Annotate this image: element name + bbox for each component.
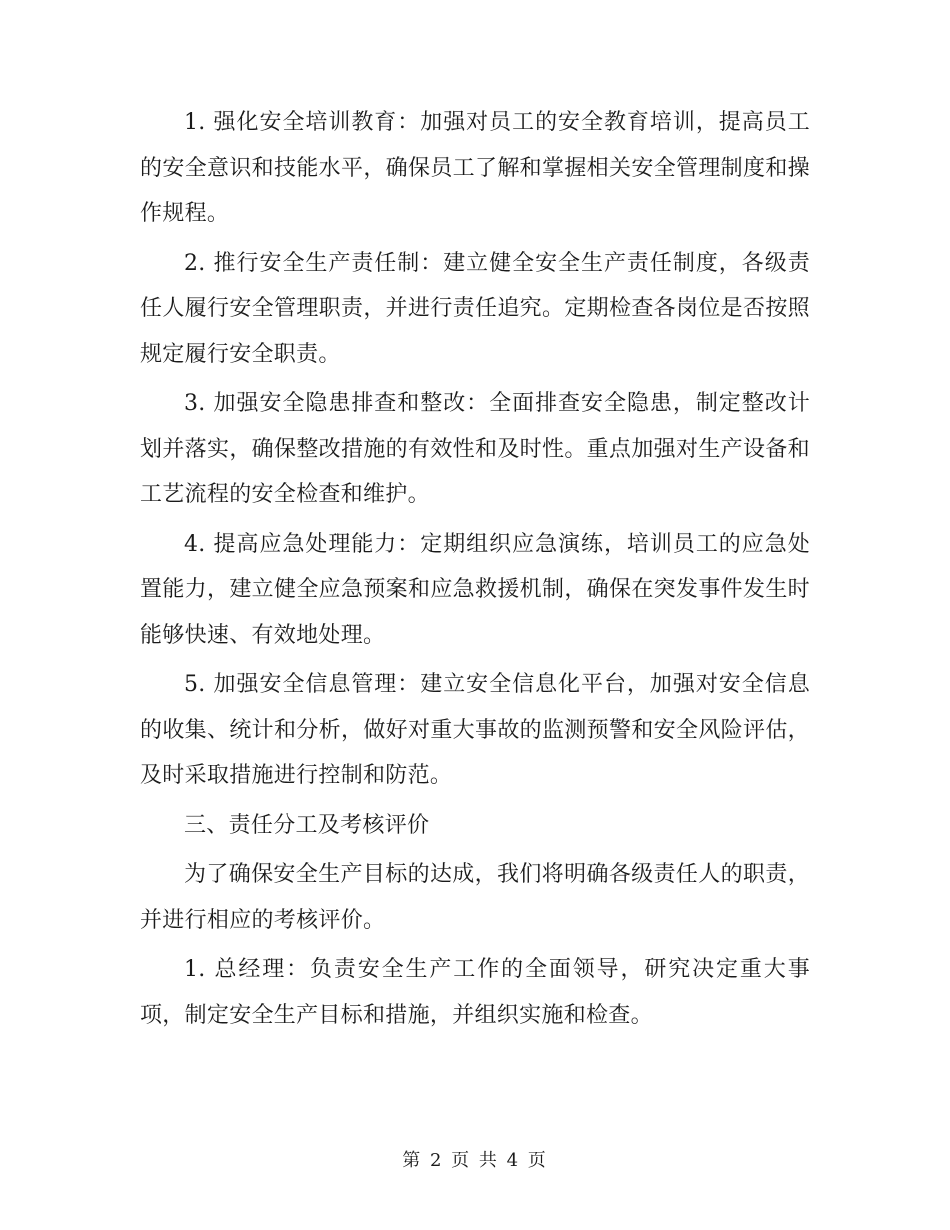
- paragraph-training: 1. 强化安全培训教育：加强对员工的安全教育培训，提高员工的安全意识和技能水平，确保员工了解和掌握相关安全管理制度和操作规程。: [140, 110, 810, 226]
- page-number-footer: 第 2 页 共 4 页: [402, 1150, 548, 1171]
- paragraph-emergency-response: 4. 提高应急处理能力：定期组织应急演练，培训员工的应急处置能力，建立健全应急预案和应急救援机制，确保在突发事件发生时能够快速、有效地处理。: [140, 531, 810, 648]
- paragraph-general-manager: 1. 总经理：负责安全生产工作的全面领导，研究决定重大事项，制定安全生产目标和措施，并组织实施和检查。: [140, 957, 810, 1028]
- paragraph-responsibility-system: 2. 推行安全生产责任制：建立健全安全生产责任制度，各级责任人履行安全管理职责，并进行责任追究。定期检查各岗位是否按照规定履行安全职责。: [140, 250, 810, 367]
- paragraph-information-management: 5. 加强安全信息管理：建立安全信息化平台，加强对安全信息的收集、统计和分析，做好对重大事故的监测预警和安全风险评估，及时采取措施进行控制和防范。: [140, 672, 810, 788]
- paragraph-hazard-inspection: 3. 加强安全隐患排查和整改：全面排查安全隐患，制定整改计划并落实，确保整改措施的有效性和及时性。重点加强对生产设备和工艺流程的安全检查和维护。: [140, 391, 810, 507]
- section-heading: 三、责任分工及考核评价: [184, 812, 430, 838]
- document-body: [140, 100, 810, 1042]
- paragraph-section-intro: 为了确保安全生产目标的达成，我们将明确各级责任人的职责，并进行相应的考核评价。: [140, 862, 810, 933]
